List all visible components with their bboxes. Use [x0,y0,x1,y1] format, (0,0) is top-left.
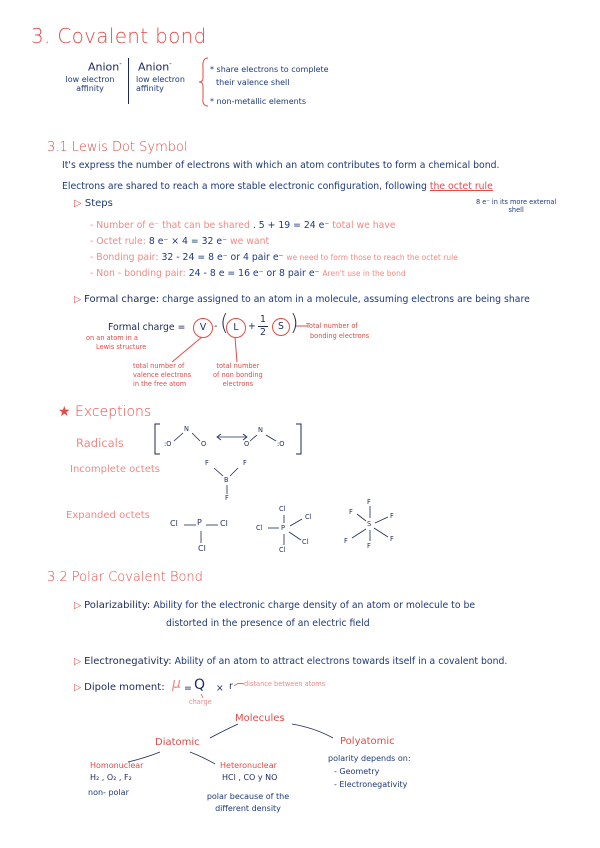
polarizability-definition: ▷ Polarizability: Ability for the electronic charge density of an atom or molecule to be [74,600,476,611]
radical-n2: N [258,426,263,434]
pcl5-cl1: Cl [279,505,286,513]
pcl5-cl4: Cl [302,538,309,546]
formula-minus: - [214,321,218,332]
exception-incomplete-label: Incomplete octets [70,464,160,475]
dipole-r: r [229,681,233,692]
pcl3-cl2: Cl [220,519,228,528]
radical-o3: O [244,440,250,448]
dipole-times: × [216,683,224,694]
tree-homonuclear: Homonuclear [90,761,144,770]
anion-notes: * share electrons to complete their valence shell * non-metallic elements [210,65,329,106]
octet-rule-highlight: the octet rule [429,181,493,192]
triangle-bullet-icon: ▷ [74,682,82,693]
dipole-mu: μ [172,676,181,692]
note-s: Total number of bonding electrons [306,322,370,340]
pcl5-p: P [281,524,285,532]
pcl3-cl1: Cl [170,519,178,528]
pcl3-p: P [197,518,202,527]
sf6-f5: F [344,537,348,545]
radical-o1: :O [164,440,172,448]
tree-heteronuclear-examples: HCl , CO y NO [222,773,278,782]
step-bonding: - Bonding pair: 32 - 24 = 8 e⁻ or 4 pair e⁻ we need to form those to reach the octet rule [90,252,458,263]
formula-paren-close: ) [290,311,299,336]
exception-expanded-label: Expanded octets [66,510,150,521]
formula-v: V [193,318,213,338]
sf6-f4: F [390,535,394,543]
polar-heading: 3.2 Polar Covalent Bond [47,570,203,585]
dipole-r-note: distance between atoms [244,680,326,688]
triangle-bullet-icon: ▷ [74,600,82,611]
formula-lhs: Formal charge = [108,322,186,333]
sf6-f6: F [367,542,371,550]
formula-plus: + [248,321,256,332]
star-icon: ★ [58,404,71,420]
bf3-f1: F [205,459,209,467]
exception-radicals-label: Radicals [76,436,124,450]
pcl5-cl2: Cl [256,524,263,532]
step-shared: - Number of e⁻ that can be shared . 5 + 19 = 24 e⁻ total we have [90,220,396,231]
page-title: 3. Covalent bond [31,24,207,48]
lewis-intro-line1: It's express the number of electrons with which an atom contributes to form a chemical bond. [62,160,500,171]
step-nonbonding: - Non - bonding pair: 24 - 8 e = 16 e⁻ or 8 pair e⁻ Aren't use in the bond [90,268,406,279]
note-l: total number of non bonding electrons [213,362,263,388]
tree-heteronuclear: Heteronuclear [220,761,277,770]
pcl5-cl3: Cl [305,513,312,521]
tree-diatomic: Diatomic [155,737,200,748]
lewis-intro-line2: Electrons are shared to reach a more stable electronic configuration, following the octet rule [62,181,493,192]
formula-s: S [272,318,290,336]
formal-charge-definition: ▷ Formal charge: charge assigned to an atom in a molecule, assuming electrons are being share [74,294,530,305]
tree-polyatomic: Polyatomic [340,736,395,747]
electronegativity-definition: ▷ Electronegativity: Ability of an atom to attract electrons towards itself in a covalent bond. [74,656,508,667]
dipole-q-note: charge [189,698,212,706]
triangle-bullet-icon: ▷ [74,656,82,667]
bf3-f3: F [225,494,229,502]
tree-homonuclear-examples: H₂ , O₂ , F₂ [90,773,132,782]
dipole-q: Q [194,677,206,693]
lewis-heading: 3.1 Lewis Dot Symbol [47,140,188,155]
formula-half: 1 2 [258,314,268,339]
note-lhs: on an atom in a Lewis structure [86,334,147,351]
dipole-eq: = [184,683,192,694]
tree-polyatomic-note: polarity depends on: - Geometry - Electronegativity [328,754,411,789]
radical-o4: :O [277,440,285,448]
formula-l: L [226,318,246,338]
octet-note: 8 e⁻ in its more external shell [476,198,557,214]
bf3-f2: F [243,459,247,467]
exceptions-heading: ★ Exceptions [58,404,152,420]
bf3-b: B [224,476,229,484]
anion-left-desc: low electron affinity [65,75,115,93]
sf6-f2: F [349,508,353,516]
triangle-bullet-icon: ▷ [74,294,82,305]
radical-n1: N [184,425,189,433]
formula-paren-open: ( [220,311,229,336]
anion-right-desc: low electron affinity [136,75,185,93]
radical-o2: O [201,440,207,448]
dipole-moment: ▷ Dipole moment: [74,682,165,693]
anion-left-heading: Anion- [88,60,122,74]
pcl5-cl5: Cl [279,546,286,554]
tree-heteronuclear-note: polar because of the different density [206,792,290,813]
step-octet: - Octet rule: 8 e⁻ × 4 = 32 e⁻ we want [90,236,270,247]
note-v: total number of valence electrons in the free atom [133,362,192,388]
triangle-bullet-icon: ▷ [74,198,82,209]
pcl3-cl3: Cl [198,544,206,553]
sf6-f1: F [367,498,371,506]
tree-root: Molecules [235,713,285,724]
steps-heading: ▷ Steps [74,198,113,209]
tree-homonuclear-note: non- polar [88,788,129,797]
sf6-s: S [367,520,372,528]
anion-right-heading: Anion- [138,60,172,74]
sf6-f3: F [390,512,394,520]
polarizability-definition-line2: distorted in the presence of an electric field [166,618,370,629]
